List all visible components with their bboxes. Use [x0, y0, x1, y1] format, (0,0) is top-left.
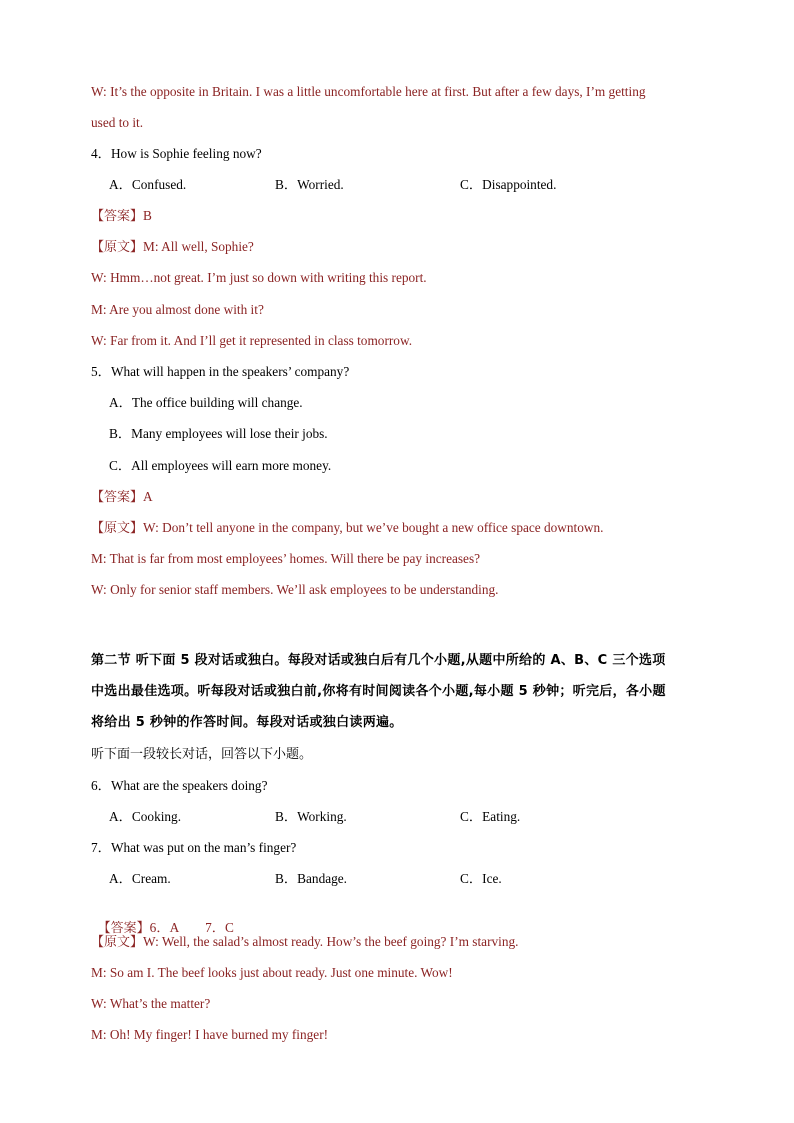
script-text: W: Well, the salad’s almost ready. How’s the beef going? I’m starving. [143, 934, 519, 949]
dialogue-line: W: It’s the opposite in Britain. I was a little uncomfortable here at first. But after a few days, I’m getting [91, 84, 646, 99]
q6-7-script-line: M: So am I. The beef looks just about ready. Just one minute. Wow! [91, 965, 453, 980]
q4-option-a: A．Confused. [109, 177, 187, 192]
script-label: 【原文】 [91, 935, 144, 950]
script-text: M: All well, Sophie? [143, 239, 254, 254]
section2-instruction: 中选出最佳选项。听每段对话或独白前,你将有时间阅读各个小题,每小题 5 秒钟；听完后，各小题 [91, 684, 666, 699]
q7-option-c: C．Ice. [460, 871, 502, 886]
question-7: 7．What was put on the man’s finger? [91, 840, 297, 855]
q5-answer [91, 488, 153, 507]
answer-value: A [143, 489, 153, 504]
script-label: 【原文】 [91, 521, 144, 536]
q7-option-a: A．Cream. [109, 871, 171, 886]
q5-option-c: C．All employees will earn more money. [109, 458, 332, 473]
q6-7-script-line: M: Oh! My finger! I have burned my finger! [91, 1027, 329, 1042]
q6-option-b: B．Working. [275, 809, 347, 824]
q4-script-line: W: Hmm…not great. I’m just so down with writing this report. [91, 270, 427, 285]
answer-label: 【答案】 [91, 209, 144, 224]
q5-option-b: B．Many employees will lose their jobs. [109, 426, 328, 441]
q4-script-line: M: Are you almost done with it? [91, 302, 264, 317]
section2-instruction: 第二节 听下面 5 段对话或独白。每段对话或独白后有几个小题,从题中所给的 A、B、C 三个选项 [91, 653, 666, 668]
q4-option-b: B．Worried. [275, 177, 344, 192]
question-5: 5．What will happen in the speakers’ company? [91, 364, 350, 379]
q4-script-line: W: Far from it. And I’ll get it represented in class tomorrow. [91, 333, 413, 348]
q5-script-line: W: Only for senior staff members. We’ll ask employees to be understanding. [91, 582, 499, 597]
q4-answer [91, 207, 152, 226]
answer-value: B [143, 208, 152, 223]
q6-7-script-line: W: What’s the matter? [91, 996, 211, 1011]
q6-option-c: C．Eating. [460, 809, 521, 824]
dialogue-line: used to it. [91, 115, 144, 130]
question-4: 4．How is Sophie feeling now? [91, 146, 262, 161]
script-label: 【原文】 [91, 240, 144, 255]
q5-script-line [91, 519, 603, 538]
answer-label: 【答案】 [97, 921, 150, 936]
q7-option-b: B．Bandage. [275, 871, 348, 886]
q4-script-line [91, 238, 254, 257]
question-6: 6．What are the speakers doing? [91, 778, 268, 793]
sub-instruction: 听下面一段较长对话，回答以下小题。 [91, 747, 313, 762]
answer-value: 6．A 7．C [149, 920, 234, 935]
answer-label: 【答案】 [91, 490, 144, 505]
q6-option-a: A．Cooking. [109, 809, 182, 824]
q5-script-line: M: That is far from most employees’ homes. Will there be pay increases? [91, 551, 481, 566]
q5-option-a: A．The office building will change. [109, 395, 303, 410]
script-text: W: Don’t tell anyone in the company, but we’ve bought a new office space downtown. [143, 520, 604, 535]
q6-7-script-line [91, 933, 518, 952]
section2-instruction: 将给出 5 秒钟的作答时间。每段对话或独白读两遍。 [91, 715, 403, 730]
q4-option-c: C．Disappointed. [460, 177, 557, 192]
